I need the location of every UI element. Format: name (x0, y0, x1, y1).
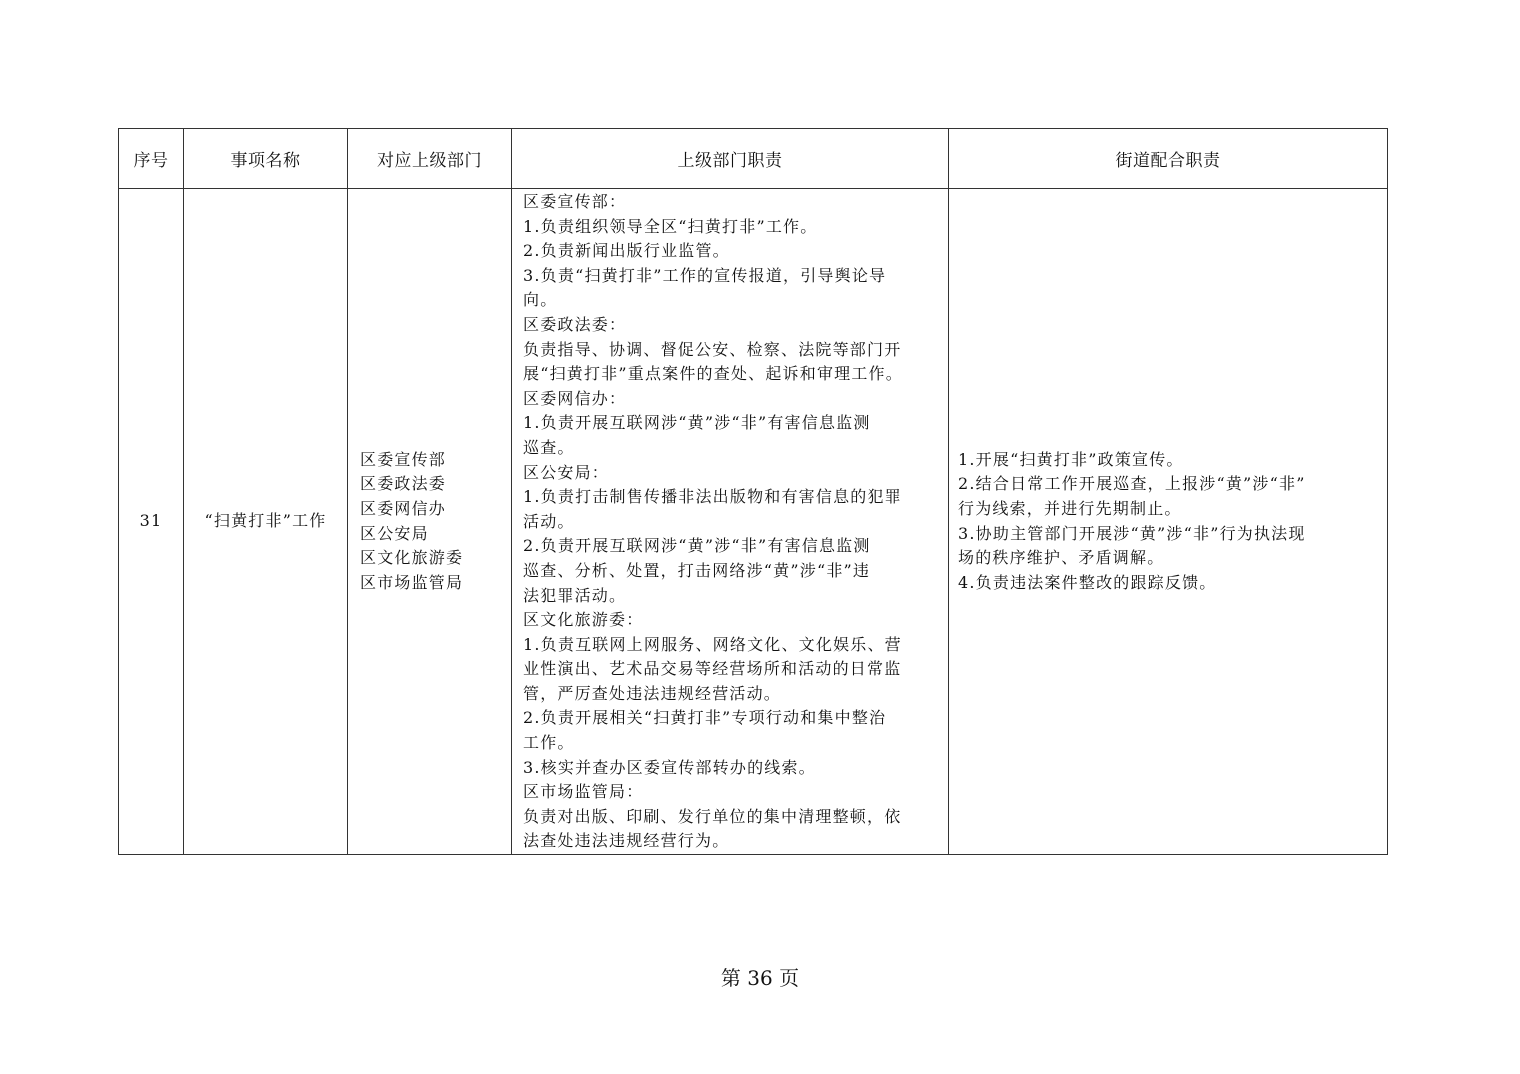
department-line: 区委宣传部 (360, 449, 447, 469)
department-line: 区文化旅游委 (360, 548, 464, 568)
duty-table (118, 128, 1388, 855)
duty-line: 区文化旅游委： (523, 610, 644, 630)
header-street-duties: 街道配合职责 (949, 129, 1388, 189)
street-duty-line: 1.开展“扫黄打非”政策宣传。 (958, 449, 1184, 469)
table-row (119, 189, 1388, 855)
duty-line: 区委网信办： (523, 388, 627, 408)
street-duty-line: 场的秩序维护、矛盾调解。 (958, 548, 1165, 568)
duty-line: 2.负责开展互联网涉“黄”涉“非”有害信息监测 (523, 536, 871, 556)
duty-line: 1.负责组织领导全区“扫黄打非”工作。 (523, 216, 818, 236)
duty-line: 巡查。 (523, 437, 575, 457)
street-duty-line: 4.负责违法案件整改的跟踪反馈。 (958, 572, 1217, 592)
duty-line: 2.负责新闻出版行业监管。 (523, 241, 730, 261)
header-departments: 对应上级部门 (348, 129, 512, 189)
department-line: 区委网信办 (360, 498, 447, 518)
duty-line: 3.负责“扫黄打非”工作的宣传报道，引导舆论导 (523, 265, 887, 285)
duty-line: 展“扫黄打非”重点案件的查处、起诉和审理工作。 (523, 364, 903, 384)
row-upper-duties (512, 189, 949, 855)
duty-line: 管，严厉查处违法违规经营活动。 (523, 683, 782, 703)
duty-line: 区市场监管局： (523, 782, 644, 802)
duty-line: 1.负责开展互联网涉“黄”涉“非”有害信息监测 (523, 413, 871, 433)
street-duty-line: 3.协助主管部门开展涉“黄”涉“非”行为执法现 (958, 523, 1306, 543)
duty-line: 负责对出版、印刷、发行单位的集中清理整顿，依 (523, 806, 902, 826)
duty-line: 业性演出、艺术品交易等经营场所和活动的日常监 (523, 659, 902, 679)
row-departments (348, 189, 512, 855)
duty-line: 工作。 (523, 733, 575, 753)
row-item-name: “扫黄打非”工作 (184, 189, 348, 855)
department-line: 区公安局 (360, 523, 429, 543)
duty-line: 区委宣传部： (523, 192, 627, 211)
duty-line: 1.负责打击制售传播非法出版物和有害信息的犯罪 (523, 487, 902, 507)
header-item-name: 事项名称 (184, 129, 348, 189)
duty-line: 1.负责互联网上网服务、网络文化、文化娱乐、营 (523, 634, 902, 654)
duty-line: 2.负责开展相关“扫黄打非”专项行动和集中整治 (523, 708, 887, 728)
duty-line: 巡查、分析、处置，打击网络涉“黄”涉“非”违 (523, 560, 871, 580)
header-upper-duties: 上级部门职责 (512, 129, 949, 189)
street-duty-line: 2.结合日常工作开展巡查，上报涉“黄”涉“非” (958, 474, 1306, 494)
duty-line: 活动。 (523, 511, 575, 531)
department-line: 区市场监管局 (360, 572, 464, 592)
department-line: 区委政法委 (360, 474, 447, 494)
row-seq: 31 (119, 189, 184, 855)
duty-line: 3.核实并查办区委宣传部转办的线索。 (523, 757, 816, 777)
table-header-row (119, 129, 1388, 189)
duty-line: 法犯罪活动。 (523, 585, 627, 605)
row-street-duties (949, 189, 1388, 855)
page-number: 第 36 页 (720, 966, 800, 990)
duty-line: 区公安局： (523, 462, 610, 482)
duty-line: 法查处违法违规经营行为。 (523, 831, 730, 851)
header-seq: 序号 (119, 129, 184, 189)
duty-line: 向。 (523, 290, 558, 310)
street-duty-line: 行为线索，并进行先期制止。 (958, 498, 1182, 518)
duty-line: 负责指导、协调、督促公安、检察、法院等部门开 (523, 339, 902, 359)
duty-line: 区委政法委： (523, 314, 627, 334)
